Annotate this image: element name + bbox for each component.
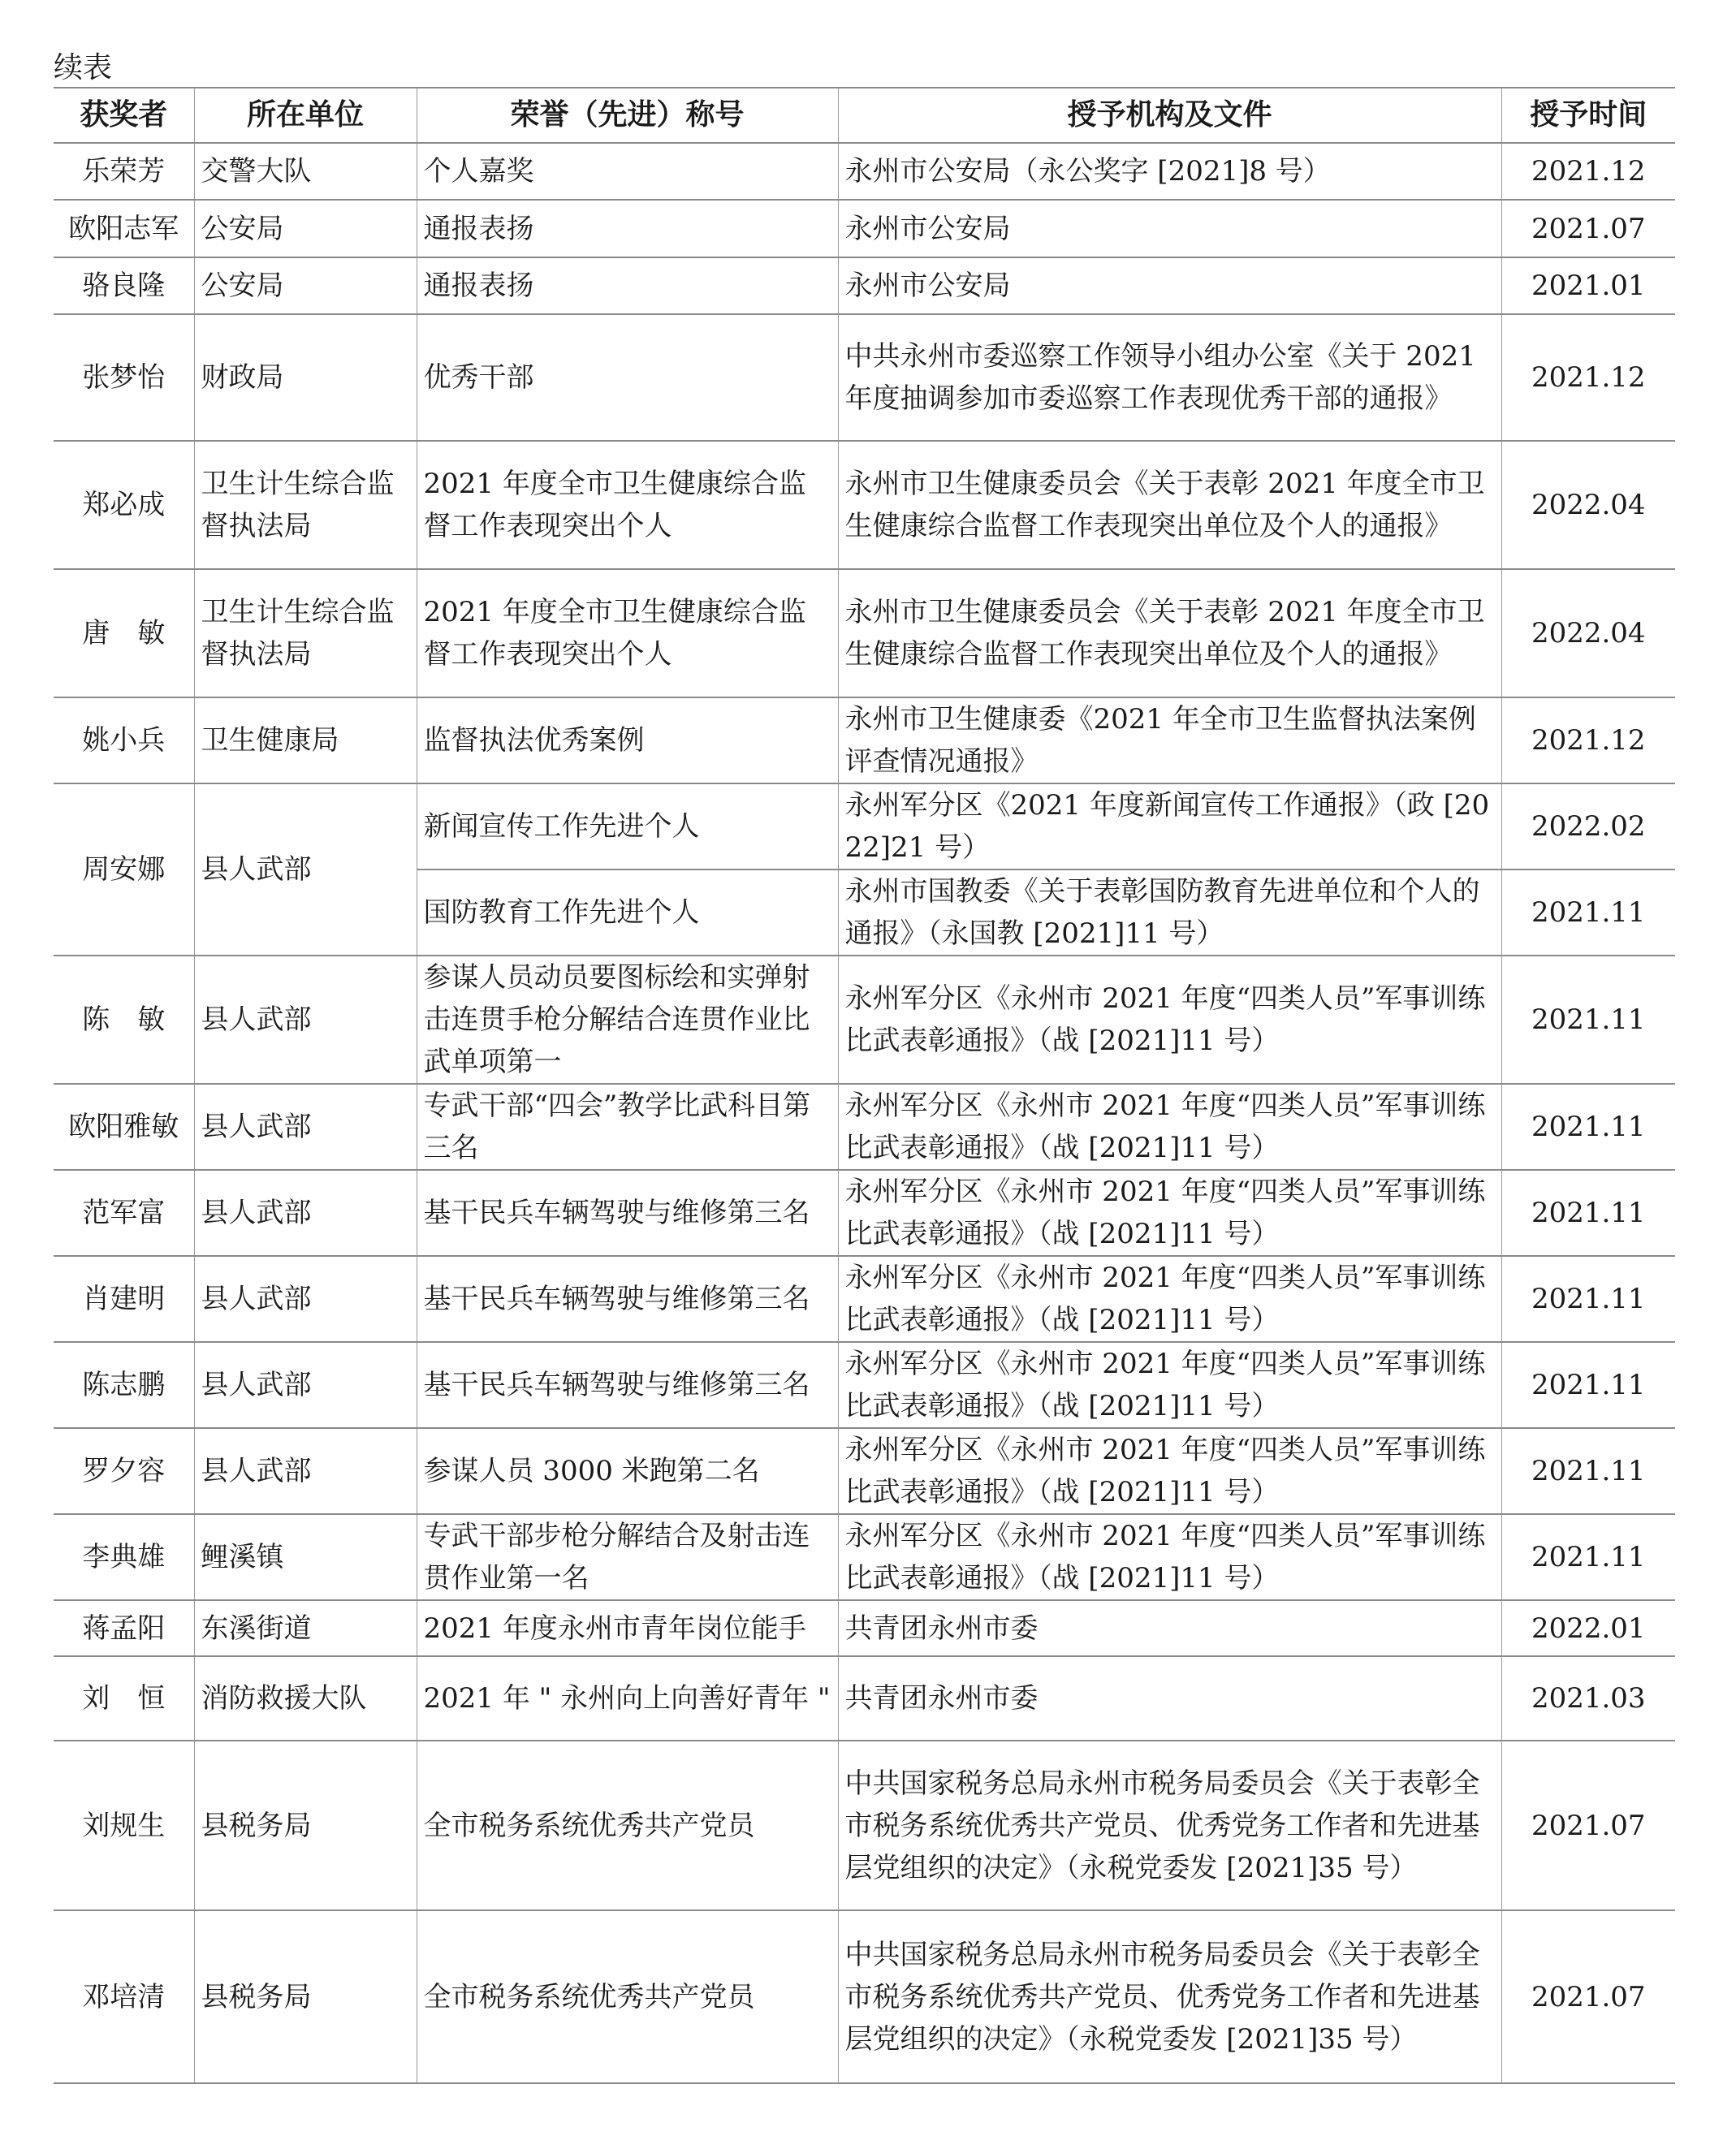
honor-title-cell: 国防教育工作先进个人 bbox=[417, 870, 838, 956]
granting-org-cell: 永州市国教委《关于表彰国防教育先进单位和个人的通报》（永国教 [2021]11 号） bbox=[838, 870, 1501, 956]
unit-cell: 公安局 bbox=[194, 200, 417, 257]
table-row bbox=[54, 1514, 1675, 1600]
table-caption: 续表 bbox=[54, 51, 113, 84]
header-date: 授予时间 bbox=[1501, 88, 1675, 143]
date-cell: 2022.04 bbox=[1501, 441, 1675, 569]
table-row bbox=[54, 956, 1675, 1084]
honor-title-cell: 全市税务系统优秀共产党员 bbox=[417, 1910, 838, 2083]
granting-org-cell: 中共永州市委巡察工作领导小组办公室《关于 2021 年度抽调参加市委巡察工作表现优秀干部的通报》 bbox=[838, 314, 1501, 441]
date-cell: 2021.11 bbox=[1501, 1342, 1675, 1428]
unit-cell: 卫生健康局 bbox=[194, 697, 417, 783]
granting-org-cell: 中共国家税务总局永州市税务局委员会《关于表彰全市税务系统优秀共产党员、优秀党务工作者和先进基层党组织的决定》（永税党委发 [2021]35 号） bbox=[838, 1910, 1501, 2083]
granting-org-cell: 永州市卫生健康委员会《关于表彰 2021 年度全市卫生健康综合监督工作表现突出单位及个人的通报》 bbox=[838, 569, 1501, 697]
table-row bbox=[54, 1910, 1675, 2083]
table-row bbox=[54, 1256, 1675, 1342]
granting-org-cell: 永州军分区《永州市 2021 年度“四类人员”军事训练比武表彰通报》（战 [2021]11 号） bbox=[838, 1428, 1501, 1514]
honor-title-cell: 参谋人员动员要图标绘和实弹射击连贯手枪分解结合连贯作业比武单项第一 bbox=[417, 956, 838, 1084]
unit-cell: 县人武部 bbox=[194, 1428, 417, 1514]
table-row bbox=[54, 697, 1675, 783]
granting-org-cell: 永州军分区《永州市 2021 年度“四类人员”军事训练比武表彰通报》（战 [2021]11 号） bbox=[838, 956, 1501, 1084]
date-cell: 2022.04 bbox=[1501, 569, 1675, 697]
date-cell: 2021.12 bbox=[1501, 314, 1675, 441]
header-unit: 所在单位 bbox=[194, 88, 417, 143]
header-honor-title: 荣誉（先进）称号 bbox=[417, 88, 838, 143]
date-cell: 2021.11 bbox=[1501, 1256, 1675, 1342]
honor-title-cell: 全市税务系统优秀共产党员 bbox=[417, 1741, 838, 1910]
awardee-cell: 罗夕容 bbox=[54, 1428, 194, 1514]
granting-org-cell: 永州市公安局 bbox=[838, 200, 1501, 257]
honor-title-cell: 2021 年 " 永州向上向善好青年 " bbox=[417, 1656, 838, 1741]
unit-cell: 公安局 bbox=[194, 257, 417, 314]
honor-title-cell: 专武干部步枪分解结合及射击连贯作业第一名 bbox=[417, 1514, 838, 1600]
awardee-cell: 唐 敏 bbox=[54, 569, 194, 697]
unit-cell: 县人武部 bbox=[194, 1084, 417, 1170]
date-cell: 2021.12 bbox=[1501, 143, 1675, 200]
unit-cell: 县人武部 bbox=[194, 1170, 417, 1256]
date-cell: 2021.11 bbox=[1501, 956, 1675, 1084]
date-cell: 2021.07 bbox=[1501, 1910, 1675, 2083]
granting-org-cell: 永州军分区《2021 年度新闻宣传工作通报》（政 [2022]21 号） bbox=[838, 783, 1501, 870]
date-cell: 2021.07 bbox=[1501, 200, 1675, 257]
honor-title-cell: 通报表扬 bbox=[417, 257, 838, 314]
unit-cell: 县人武部 bbox=[194, 1342, 417, 1428]
awardee-cell: 张梦怡 bbox=[54, 314, 194, 441]
honor-title-cell: 基干民兵车辆驾驶与维修第三名 bbox=[417, 1342, 838, 1428]
date-cell: 2021.12 bbox=[1501, 697, 1675, 783]
awardee-cell: 骆良隆 bbox=[54, 257, 194, 314]
date-cell: 2021.11 bbox=[1501, 1170, 1675, 1256]
awards-table bbox=[54, 87, 1675, 2084]
granting-org-cell: 永州军分区《永州市 2021 年度“四类人员”军事训练比武表彰通报》（战 [2021]11 号） bbox=[838, 1514, 1501, 1600]
unit-cell: 卫生计生综合监督执法局 bbox=[194, 441, 417, 569]
unit-cell: 交警大队 bbox=[194, 143, 417, 200]
table-row bbox=[54, 1170, 1675, 1256]
granting-org-cell: 永州军分区《永州市 2021 年度“四类人员”军事训练比武表彰通报》（战 [2021]11 号） bbox=[838, 1256, 1501, 1342]
honor-title-cell: 参谋人员 3000 米跑第二名 bbox=[417, 1428, 838, 1514]
granting-org-cell: 永州市卫生健康委《2021 年全市卫生监督执法案例评查情况通报》 bbox=[838, 697, 1501, 783]
awardee-cell: 乐荣芳 bbox=[54, 143, 194, 200]
date-cell: 2021.11 bbox=[1501, 1084, 1675, 1170]
granting-org-cell: 共青团永州市委 bbox=[838, 1600, 1501, 1656]
unit-cell: 卫生计生综合监督执法局 bbox=[194, 569, 417, 697]
awardee-cell: 刘 恒 bbox=[54, 1656, 194, 1741]
table-body bbox=[54, 143, 1675, 2083]
honor-title-cell: 监督执法优秀案例 bbox=[417, 697, 838, 783]
unit-cell: 东溪街道 bbox=[194, 1600, 417, 1656]
table-row bbox=[54, 1600, 1675, 1656]
table-row bbox=[54, 1084, 1675, 1170]
granting-org-cell: 永州市公安局（永公奖字 [2021]8 号） bbox=[838, 143, 1501, 200]
unit-cell: 县人武部 bbox=[194, 783, 417, 956]
awardee-cell: 陈志鹏 bbox=[54, 1342, 194, 1428]
date-cell: 2022.01 bbox=[1501, 1600, 1675, 1656]
table-row bbox=[54, 1428, 1675, 1514]
table-row bbox=[54, 1741, 1675, 1910]
awardee-cell: 欧阳志军 bbox=[54, 200, 194, 257]
unit-cell: 县税务局 bbox=[194, 1910, 417, 2083]
date-cell: 2021.11 bbox=[1501, 1428, 1675, 1514]
awardee-cell: 欧阳雅敏 bbox=[54, 1084, 194, 1170]
unit-cell: 财政局 bbox=[194, 314, 417, 441]
unit-cell: 县人武部 bbox=[194, 956, 417, 1084]
table-row bbox=[54, 257, 1675, 314]
granting-org-cell: 永州军分区《永州市 2021 年度“四类人员”军事训练比武表彰通报》（战 [2021]11 号） bbox=[838, 1170, 1501, 1256]
honor-title-cell: 新闻宣传工作先进个人 bbox=[417, 783, 838, 870]
honor-title-cell: 专武干部“四会”教学比武科目第三名 bbox=[417, 1084, 838, 1170]
honor-title-cell: 2021 年度全市卫生健康综合监督工作表现突出个人 bbox=[417, 441, 838, 569]
awardee-cell: 邓培清 bbox=[54, 1910, 194, 2083]
honor-title-cell: 基干民兵车辆驾驶与维修第三名 bbox=[417, 1170, 838, 1256]
granting-org-cell: 永州军分区《永州市 2021 年度“四类人员”军事训练比武表彰通报》（战 [2021]11 号） bbox=[838, 1342, 1501, 1428]
granting-org-cell: 永州市卫生健康委员会《关于表彰 2021 年度全市卫生健康综合监督工作表现突出单位及个人的通报》 bbox=[838, 441, 1501, 569]
awardee-cell: 郑必成 bbox=[54, 441, 194, 569]
granting-org-cell: 共青团永州市委 bbox=[838, 1656, 1501, 1741]
unit-cell: 鲤溪镇 bbox=[194, 1514, 417, 1600]
date-cell: 2022.02 bbox=[1501, 783, 1675, 870]
honor-title-cell: 2021 年度永州市青年岗位能手 bbox=[417, 1600, 838, 1656]
awardee-cell: 范军富 bbox=[54, 1170, 194, 1256]
honor-title-cell: 优秀干部 bbox=[417, 314, 838, 441]
header-granting-org: 授予机构及文件 bbox=[838, 88, 1501, 143]
table-row bbox=[54, 314, 1675, 441]
unit-cell: 消防救援大队 bbox=[194, 1656, 417, 1741]
granting-org-cell: 中共国家税务总局永州市税务局委员会《关于表彰全市税务系统优秀共产党员、优秀党务工作者和先进基层党组织的决定》（永税党委发 [2021]35 号） bbox=[838, 1741, 1501, 1910]
granting-org-cell: 永州市公安局 bbox=[838, 257, 1501, 314]
header-awardee: 获奖者 bbox=[54, 88, 194, 143]
table-row bbox=[54, 783, 1675, 870]
date-cell: 2021.03 bbox=[1501, 1656, 1675, 1741]
honor-title-cell: 通报表扬 bbox=[417, 200, 838, 257]
awardee-cell: 陈 敏 bbox=[54, 956, 194, 1084]
awardee-cell: 李典雄 bbox=[54, 1514, 194, 1600]
unit-cell: 县税务局 bbox=[194, 1741, 417, 1910]
table-row bbox=[54, 441, 1675, 569]
honor-title-cell: 2021 年度全市卫生健康综合监督工作表现突出个人 bbox=[417, 569, 838, 697]
awardee-cell: 蒋孟阳 bbox=[54, 1600, 194, 1656]
table-row bbox=[54, 1342, 1675, 1428]
table-row bbox=[54, 200, 1675, 257]
honor-title-cell: 基干民兵车辆驾驶与维修第三名 bbox=[417, 1256, 838, 1342]
granting-org-cell: 永州军分区《永州市 2021 年度“四类人员”军事训练比武表彰通报》（战 [2021]11 号） bbox=[838, 1084, 1501, 1170]
honor-title-cell: 个人嘉奖 bbox=[417, 143, 838, 200]
date-cell: 2021.11 bbox=[1501, 870, 1675, 956]
date-cell: 2021.07 bbox=[1501, 1741, 1675, 1910]
awardee-cell: 肖建明 bbox=[54, 1256, 194, 1342]
table-row bbox=[54, 143, 1675, 200]
table-header-row bbox=[54, 88, 1675, 143]
awardee-cell: 周安娜 bbox=[54, 783, 194, 956]
awardee-cell: 刘规生 bbox=[54, 1741, 194, 1910]
table-row bbox=[54, 1656, 1675, 1741]
table-row bbox=[54, 569, 1675, 697]
date-cell: 2021.01 bbox=[1501, 257, 1675, 314]
awardee-cell: 姚小兵 bbox=[54, 697, 194, 783]
date-cell: 2021.11 bbox=[1501, 1514, 1675, 1600]
unit-cell: 县人武部 bbox=[194, 1256, 417, 1342]
